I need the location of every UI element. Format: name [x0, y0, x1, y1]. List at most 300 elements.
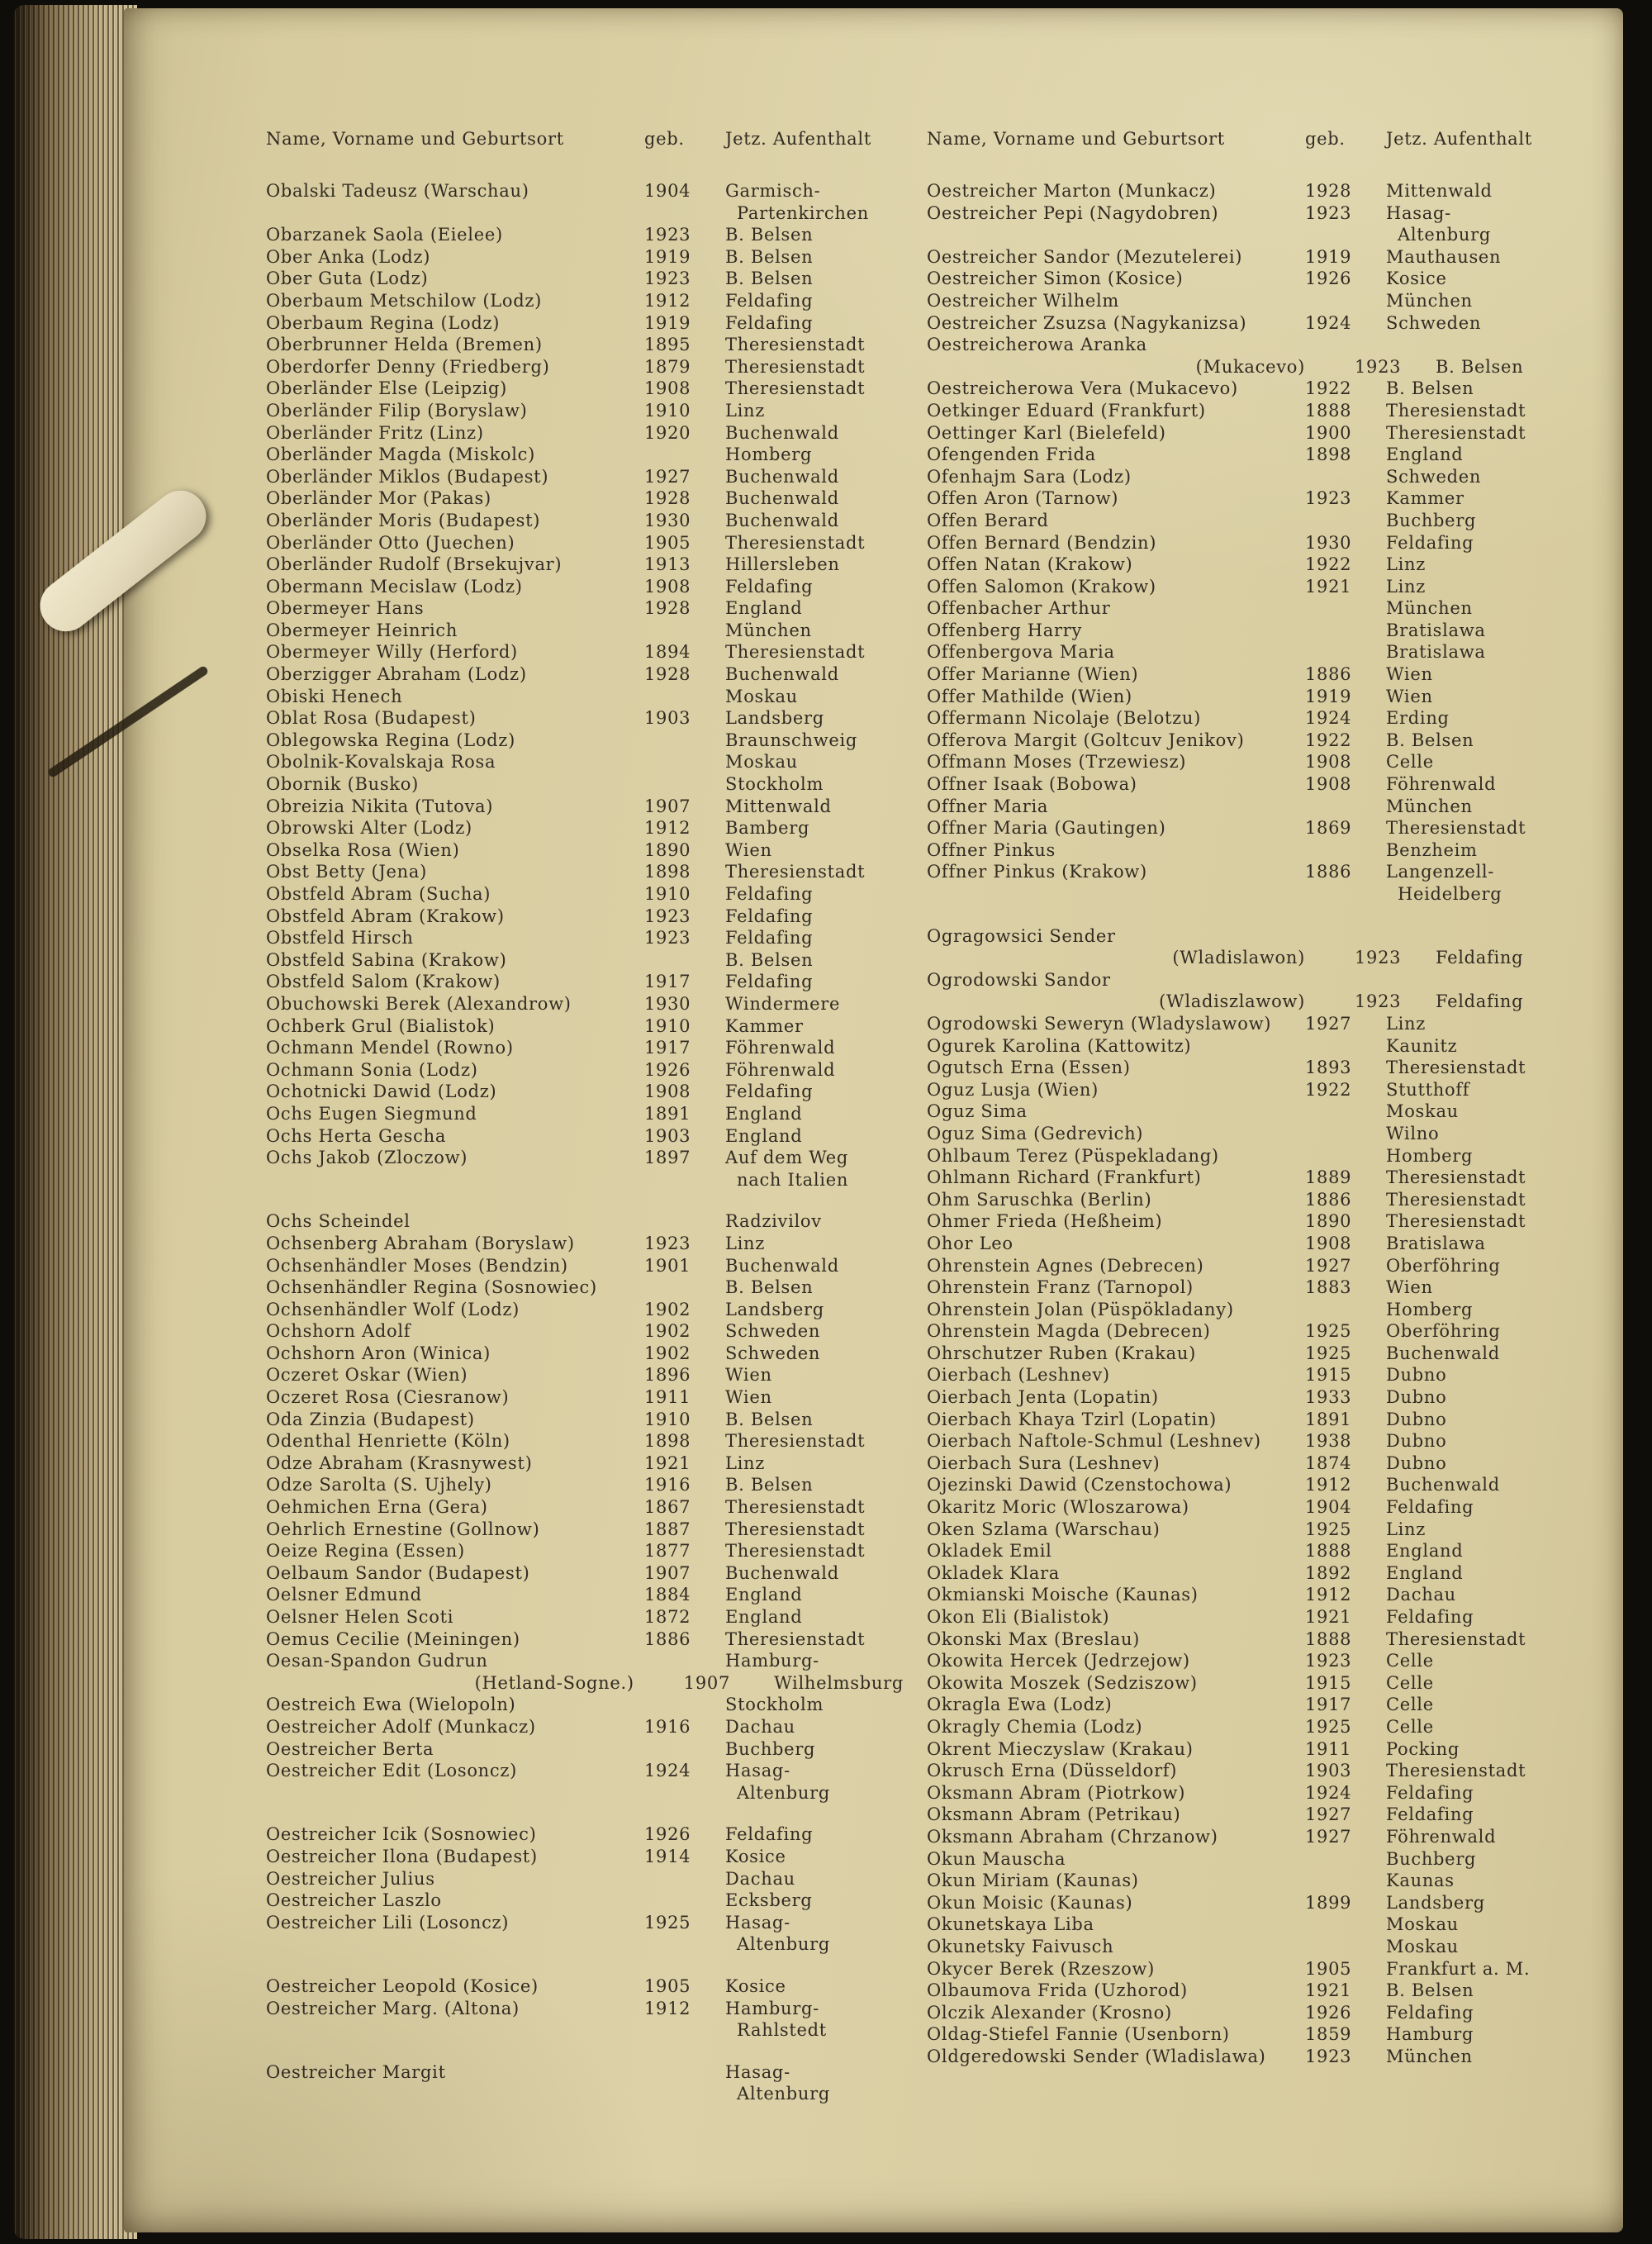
residence: Feldafing — [725, 972, 814, 992]
person-name: Offenbergova Maria — [927, 642, 1115, 663]
person-name: Okaritz Moric (Wloszarowa) — [927, 1497, 1189, 1518]
birth-year: 1923 — [644, 928, 691, 948]
birth-year: 1886 — [1305, 664, 1352, 685]
person-name: Oksmann Abraham (Chrzanow) — [927, 1826, 1218, 1847]
birth-year: 1919 — [1305, 686, 1352, 706]
residence: England — [725, 1607, 803, 1627]
person-name: Obstfeld Sabina (Krakow) — [266, 949, 507, 970]
person-name: Oblat Rosa (Budapest) — [266, 708, 477, 729]
person-name: Ochs Scheindel — [266, 1211, 411, 1232]
person-name: Obalski Tadeusz (Warschau) — [266, 181, 529, 201]
residence: Wien — [1386, 664, 1433, 685]
table-row — [266, 1430, 904, 1452]
person-name: Ochmann Mendel (Rowno) — [266, 1038, 514, 1058]
residence: Hillersleben — [725, 554, 840, 575]
birth-year: 1928 — [644, 664, 691, 685]
residence: Föhrenwald — [725, 1038, 836, 1058]
person-name: Offmann Moses (Trzewiesz) — [927, 752, 1187, 773]
table-row — [927, 1409, 1564, 1431]
residence: Hamburg- — [725, 1651, 819, 1671]
residence: Moskau — [1386, 1101, 1459, 1122]
header-name: Name, Vorname und Geburtsort — [927, 129, 1225, 149]
table-row — [927, 576, 1564, 598]
table-row — [266, 1103, 904, 1125]
birth-year — [644, 730, 725, 752]
person-name: Obstfeld Abram (Sucha) — [266, 884, 491, 904]
residence: Linz — [1386, 576, 1427, 597]
right-column — [927, 129, 1564, 2105]
table-row — [927, 1540, 1564, 1562]
birth-year — [644, 620, 725, 642]
residence: Hasag- — [725, 1761, 790, 1781]
residence: Dachau — [1386, 1585, 1456, 1605]
person-name: Oberländer Moris (Budapest) — [266, 510, 541, 530]
birth-year — [1305, 1123, 1386, 1145]
residence: Dubno — [1386, 1409, 1447, 1429]
birth-year: 1902 — [644, 1321, 691, 1342]
birth-year: 1924 — [644, 1761, 691, 1781]
person-name: Oierbach Naftole-Schmul (Leshnev) — [927, 1431, 1261, 1452]
birth-year: 1928 — [1305, 181, 1352, 201]
person-name: Oken Szlama (Warschau) — [927, 1519, 1161, 1539]
person-name: Offenbacher Arthur — [927, 598, 1111, 619]
table-row — [266, 268, 904, 290]
table-row — [266, 202, 904, 225]
person-name: Oestreich Ewa (Wielopoln) — [266, 1695, 516, 1715]
two-column-register — [266, 129, 1564, 2105]
birth-year — [1305, 1101, 1386, 1123]
residence: Feldafing — [1386, 1804, 1474, 1825]
birth-year: 1895 — [644, 335, 691, 355]
residence: Celle — [1386, 1716, 1434, 1737]
residence: Föhrenwald — [1386, 1826, 1497, 1847]
residence: Altenburg — [1398, 225, 1492, 245]
page-content — [266, 129, 1564, 2105]
person-name: Obstfeld Abram (Krakow) — [266, 906, 505, 926]
birth-year: 1925 — [1305, 1321, 1352, 1342]
birth-year: 1883 — [1305, 1277, 1352, 1298]
birth-year — [1305, 510, 1386, 532]
birth-year: 1905 — [644, 1975, 691, 1996]
residence: Hamburg- — [725, 1998, 819, 2018]
birth-year: 1886 — [644, 1628, 691, 1649]
book-binding-page-edges — [13, 5, 137, 2239]
birth-year: 1904 — [644, 181, 691, 201]
residence: Buchenwald — [725, 422, 839, 443]
person-name: Oestreicher Marton (Munkacz) — [927, 181, 1217, 201]
table-row — [927, 1782, 1564, 1804]
birth-year: 1886 — [1305, 862, 1352, 882]
residence: Windermere — [725, 993, 841, 1014]
person-name: Oestreicher Zsuzsa (Nagykanizsa) — [927, 312, 1247, 333]
table-row — [927, 1584, 1564, 1606]
birth-year: 1872 — [644, 1607, 691, 1627]
person-name: Offner Maria — [927, 796, 1049, 816]
person-name: Offer Mathilde (Wien) — [927, 686, 1132, 706]
table-row — [927, 1980, 1564, 2002]
person-name: Okladek Klara — [927, 1562, 1061, 1583]
birth-year: 1893 — [1305, 1058, 1352, 1078]
person-name: Oestreicher Icik (Sosnowiec) — [266, 1824, 537, 1845]
residence: Feldafing — [1386, 532, 1474, 553]
table-row — [927, 1430, 1564, 1452]
table-row — [927, 2046, 1564, 2068]
table-row — [927, 1870, 1564, 1892]
table-row — [266, 312, 904, 335]
birth-year: 1926 — [644, 1059, 691, 1080]
person-name: Ohrenstein Agnes (Debrecen) — [927, 1255, 1204, 1276]
table-row — [266, 1409, 904, 1431]
table-row — [266, 1628, 904, 1651]
table-row — [266, 1320, 904, 1343]
table-row — [927, 817, 1564, 839]
residence: Moskau — [725, 686, 798, 706]
table-row — [927, 1760, 1564, 1782]
person-name: Okragla Ewa (Lodz) — [927, 1695, 1113, 1715]
person-name: Okladek Emil — [927, 1541, 1052, 1562]
person-name: Oguz Sima (Gedrevich) — [927, 1123, 1144, 1143]
person-name: Ohrenstein Jolan (Püspökladany) — [927, 1299, 1234, 1319]
residence: Buchenwald — [725, 1562, 839, 1583]
birth-year: 1912 — [1305, 1475, 1352, 1495]
residence: Linz — [725, 1233, 766, 1253]
person-name: Okycer Berek (Rzeszow) — [927, 1958, 1155, 1979]
table-row — [927, 883, 1564, 906]
birth-year — [644, 949, 725, 972]
residence: Feldafing — [725, 1082, 814, 1102]
residence: England — [1386, 445, 1464, 465]
table-row — [266, 1912, 904, 1934]
birth-year: 1923 — [1305, 1651, 1352, 1671]
residence — [1386, 969, 1564, 991]
residence: Ecksberg — [725, 1890, 813, 1911]
residence: Schweden — [1386, 312, 1482, 333]
person-name: Oehrlich Ernestine (Gollnow) — [266, 1519, 540, 1539]
table-row — [927, 422, 1564, 445]
table-row — [266, 180, 904, 202]
table-row — [266, 400, 904, 422]
table-row — [927, 1694, 1564, 1716]
residence: Auf dem Weg — [725, 1148, 849, 1168]
table-row — [266, 2083, 904, 2105]
residence: Feldafing — [725, 1824, 814, 1845]
person-name: Oberbrunner Helda (Bremen) — [266, 335, 543, 355]
person-name: Ohrschutzer Ruben (Krakau) — [927, 1343, 1197, 1363]
residence: Hasag- — [1386, 202, 1451, 223]
person-name: Okmianski Moische (Kaunas) — [927, 1585, 1199, 1605]
person-name — [927, 224, 1305, 246]
person-name: Oesan-Spandon Gudrun — [266, 1651, 488, 1671]
table-row — [927, 1079, 1564, 1101]
birth-year: 1921 — [1305, 576, 1352, 597]
residence: Moskau — [1386, 1936, 1459, 1956]
table-row — [266, 1386, 904, 1409]
residence: Pocking — [1386, 1738, 1460, 1759]
birth-year: 1927 — [1305, 1826, 1352, 1847]
birth-year — [644, 2061, 725, 2084]
birth-year: 1907 — [644, 1562, 691, 1583]
person-name: Obst Betty (Jena) — [266, 862, 428, 882]
person-name: Obarzanek Saola (Eielee) — [266, 225, 503, 245]
person-name: Ofenhajm Sara (Lodz) — [927, 466, 1132, 487]
table-row — [927, 1672, 1564, 1695]
table-row — [266, 1299, 904, 1321]
birth-year — [1305, 1870, 1386, 1892]
table-row — [927, 641, 1564, 663]
table-row — [927, 1277, 1564, 1299]
table-row — [927, 2023, 1564, 2046]
table-row — [927, 510, 1564, 532]
person-name — [927, 883, 1305, 906]
birth-year: 1938 — [1305, 1431, 1352, 1452]
table-row — [927, 1892, 1564, 1914]
person-name: Oetkinger Eduard (Frankfurt) — [927, 400, 1206, 421]
residence: Oberföhring — [1386, 1255, 1501, 1276]
birth-year: 1898 — [644, 1431, 691, 1452]
residence: B. Belsen — [725, 269, 814, 289]
table-row — [266, 1210, 904, 1233]
table-row — [927, 444, 1564, 466]
person-name: Oierbach (Leshnev) — [927, 1365, 1110, 1386]
birth-year: 1921 — [1305, 1980, 1352, 2001]
book-page — [124, 8, 1623, 2232]
table-row — [266, 993, 904, 1015]
person-name: Okun Moisic (Kaunas) — [927, 1892, 1133, 1913]
birth-year: 1911 — [644, 1387, 691, 1408]
table-row — [927, 686, 1564, 708]
birth-year: 1912 — [644, 818, 691, 839]
residence: Theresienstadt — [1386, 1761, 1526, 1781]
residence: Langenzell- — [1386, 862, 1495, 882]
birth-year — [644, 1890, 725, 1912]
person-name: Offerova Margit (Goltcuv Jenikov) — [927, 730, 1245, 750]
left-column — [266, 129, 904, 2105]
residence: Kammer — [1386, 488, 1464, 509]
table-row — [266, 1125, 904, 1148]
table-row — [927, 1738, 1564, 1761]
table-row — [266, 334, 904, 356]
birth-year: 1925 — [644, 1912, 691, 1933]
table-row — [266, 927, 904, 949]
residence: Celle — [1386, 752, 1434, 773]
person-name: Okonski Max (Breslau) — [927, 1628, 1141, 1649]
table-row — [927, 1562, 1564, 1585]
residence: Wien — [1386, 1277, 1433, 1298]
table-row — [927, 1299, 1564, 1321]
person-name: Obstfeld Hirsch — [266, 928, 414, 948]
person-name: Oestreicher Leopold (Kosice) — [266, 1975, 539, 1996]
header-geb: geb. — [644, 129, 685, 149]
residence: Dubno — [1386, 1387, 1447, 1408]
residence: England — [725, 1585, 803, 1605]
birth-year: 1908 — [644, 576, 691, 597]
table-row — [266, 246, 904, 269]
person-name: Olczik Alexander (Krosno) — [927, 2002, 1172, 2023]
birth-year: 1923 — [644, 1233, 691, 1253]
person-name: Ochs Eugen Siegmund — [266, 1103, 477, 1124]
person-name: Oberländer Mor (Pakas) — [266, 488, 491, 509]
person-name: Oblegowska Regina (Lodz) — [266, 730, 515, 750]
person-name: Oierbach Jenta (Lopatin) — [927, 1387, 1159, 1408]
residence: Rahlstedt — [737, 2020, 827, 2041]
birth-year: 1911 — [1305, 1738, 1352, 1759]
residence: Wien — [1386, 686, 1433, 706]
birth-year: 1925 — [1305, 1519, 1352, 1539]
birth-year: 1926 — [644, 1824, 691, 1845]
birth-year: 1923 — [1305, 202, 1352, 223]
residence: Schweden — [725, 1343, 821, 1363]
table-row — [266, 817, 904, 839]
person-name: Offen Salomon (Krakow) — [927, 576, 1156, 597]
residence: Theresienstadt — [725, 378, 866, 399]
person-name: Oestreicher Simon (Kosice) — [927, 269, 1184, 289]
person-name: Oestreicher Margit — [266, 2061, 446, 2082]
person-name: Offner Pinkus (Krakow) — [927, 862, 1147, 882]
residence: Feldafing — [725, 290, 814, 311]
person-name: Obreizia Nikita (Tutova) — [266, 796, 494, 816]
residence: B. Belsen — [1386, 1980, 1474, 2001]
table-row — [927, 1496, 1564, 1519]
birth-year: 1928 — [644, 598, 691, 619]
residence: Linz — [725, 400, 766, 421]
person-name: Oestreicher Edit (Losoncz) — [266, 1761, 518, 1781]
person-name: Oestreicher Berta — [266, 1738, 434, 1759]
birth-year — [644, 686, 725, 708]
person-name — [266, 2083, 644, 2105]
residence: Linz — [1386, 1013, 1427, 1034]
table-row — [266, 1081, 904, 1103]
residence: Linz — [1386, 554, 1427, 575]
residence: Stockholm — [725, 1695, 824, 1715]
residence: Theresienstadt — [725, 335, 866, 355]
person-name: Okunetskaya Liba — [927, 1914, 1094, 1935]
birth-year: 1908 — [1305, 752, 1352, 773]
table-row — [266, 1672, 904, 1695]
residence: Feldafing — [725, 576, 814, 597]
table-row — [927, 180, 1564, 202]
residence: Heidelberg — [1398, 884, 1502, 904]
residence: Erding — [1386, 708, 1450, 729]
birth-year: 1927 — [1305, 1013, 1352, 1034]
table-row — [927, 1364, 1564, 1386]
birth-year: 1927 — [1305, 1255, 1352, 1276]
residence: Homberg — [1386, 1145, 1474, 1166]
birth-year — [1305, 620, 1386, 642]
birth-year: 1908 — [644, 378, 691, 399]
person-name: Oberzigger Abraham (Lodz) — [266, 664, 527, 685]
birth-year: 1923 — [644, 906, 691, 926]
person-name: Oestreicherowa Aranka — [927, 335, 1147, 355]
table-row — [927, 246, 1564, 269]
person-name: Okowita Hercek (Jedrzejow) — [927, 1651, 1190, 1671]
birth-year: 1917 — [1305, 1695, 1352, 1715]
birth-year: 1901 — [644, 1255, 691, 1276]
birth-year — [1305, 466, 1386, 488]
person-name: Oksmann Abram (Petrikau) — [927, 1804, 1181, 1825]
table-row — [266, 1015, 904, 1038]
table-row — [266, 532, 904, 554]
person-name: Oberländer Magda (Miskolc) — [266, 445, 536, 465]
table-row — [266, 1933, 904, 1956]
birth-year: 1894 — [644, 642, 691, 663]
birth-year: 1916 — [644, 1475, 691, 1495]
person-name: Obolnik-Kovalskaja Rosa — [266, 752, 496, 773]
residence: England — [1386, 1541, 1464, 1562]
birth-year: 1914 — [644, 1846, 691, 1866]
residence: Theresienstadt — [725, 862, 866, 882]
table-row — [266, 1059, 904, 1082]
table-row — [266, 290, 904, 312]
table-row — [927, 312, 1564, 335]
table-row — [266, 1169, 904, 1191]
person-name — [266, 1933, 644, 1956]
person-name: Ogragowsici Sender — [927, 925, 1116, 946]
table-row — [266, 1233, 904, 1255]
residence: Dachau — [725, 1716, 795, 1737]
person-name: Ochsenhändler Moses (Bendzin) — [266, 1255, 568, 1276]
birth-year — [644, 1210, 725, 1233]
birth-year: 1903 — [644, 708, 691, 729]
table-row — [266, 2061, 904, 2084]
person-name: Ohlmann Richard (Frankfurt) — [927, 1167, 1202, 1188]
person-name: Okun Mauscha — [927, 1848, 1066, 1869]
person-name: Okrent Mieczyslaw (Krakau) — [927, 1738, 1194, 1759]
table-row — [927, 466, 1564, 488]
residence: Theresienstadt — [1386, 1167, 1526, 1188]
table-row — [266, 378, 904, 400]
person-name: Oierbach Khaya Tzirl (Lopatin) — [927, 1409, 1217, 1429]
birth-year: 1926 — [1305, 2002, 1352, 2023]
header-name: Name, Vorname und Geburtsort — [266, 129, 564, 149]
person-name: (Mukacevo) — [1195, 356, 1305, 377]
table-row — [927, 751, 1564, 773]
residence: Dubno — [1386, 1365, 1447, 1386]
residence: Theresienstadt — [1386, 818, 1526, 839]
residence: B. Belsen — [1386, 378, 1474, 399]
birth-year: 1923 — [1305, 488, 1352, 509]
person-name: Oestreicher Ilona (Budapest) — [266, 1846, 538, 1866]
person-name: Ober Anka (Lodz) — [266, 246, 431, 267]
birth-year: 1916 — [644, 1716, 691, 1737]
table-row — [927, 290, 1564, 312]
person-name: Ohmer Frieda (Heßheim) — [927, 1211, 1163, 1232]
table-row — [266, 487, 904, 510]
residence: Kaunitz — [1386, 1035, 1458, 1056]
birth-year — [644, 1782, 725, 1804]
table-row — [927, 730, 1564, 752]
table-row — [266, 1519, 904, 1541]
person-name: Ochsenhändler Regina (Sosnowiec) — [266, 1277, 597, 1298]
birth-year: 1896 — [644, 1365, 691, 1386]
residence: Wien — [725, 1365, 772, 1386]
table-row — [927, 1826, 1564, 1848]
birth-year: 1888 — [1305, 1541, 1352, 1562]
person-name: Ochmann Sonia (Lodz) — [266, 1059, 478, 1080]
residence: Linz — [1386, 1519, 1427, 1539]
birth-year: 1925 — [1305, 1343, 1352, 1363]
table-row — [927, 2002, 1564, 2024]
birth-year — [644, 773, 725, 796]
residence: Wien — [725, 1387, 772, 1408]
residence: Bratislawa — [1386, 642, 1486, 663]
person-name: Oberdorfer Denny (Friedberg) — [266, 356, 550, 377]
table-row — [927, 1936, 1564, 1958]
birth-year: 1897 — [644, 1148, 691, 1168]
birth-year: 1891 — [1305, 1409, 1352, 1429]
table-row — [927, 839, 1564, 862]
table-row — [927, 1716, 1564, 1738]
birth-year: 1908 — [1305, 1233, 1352, 1253]
